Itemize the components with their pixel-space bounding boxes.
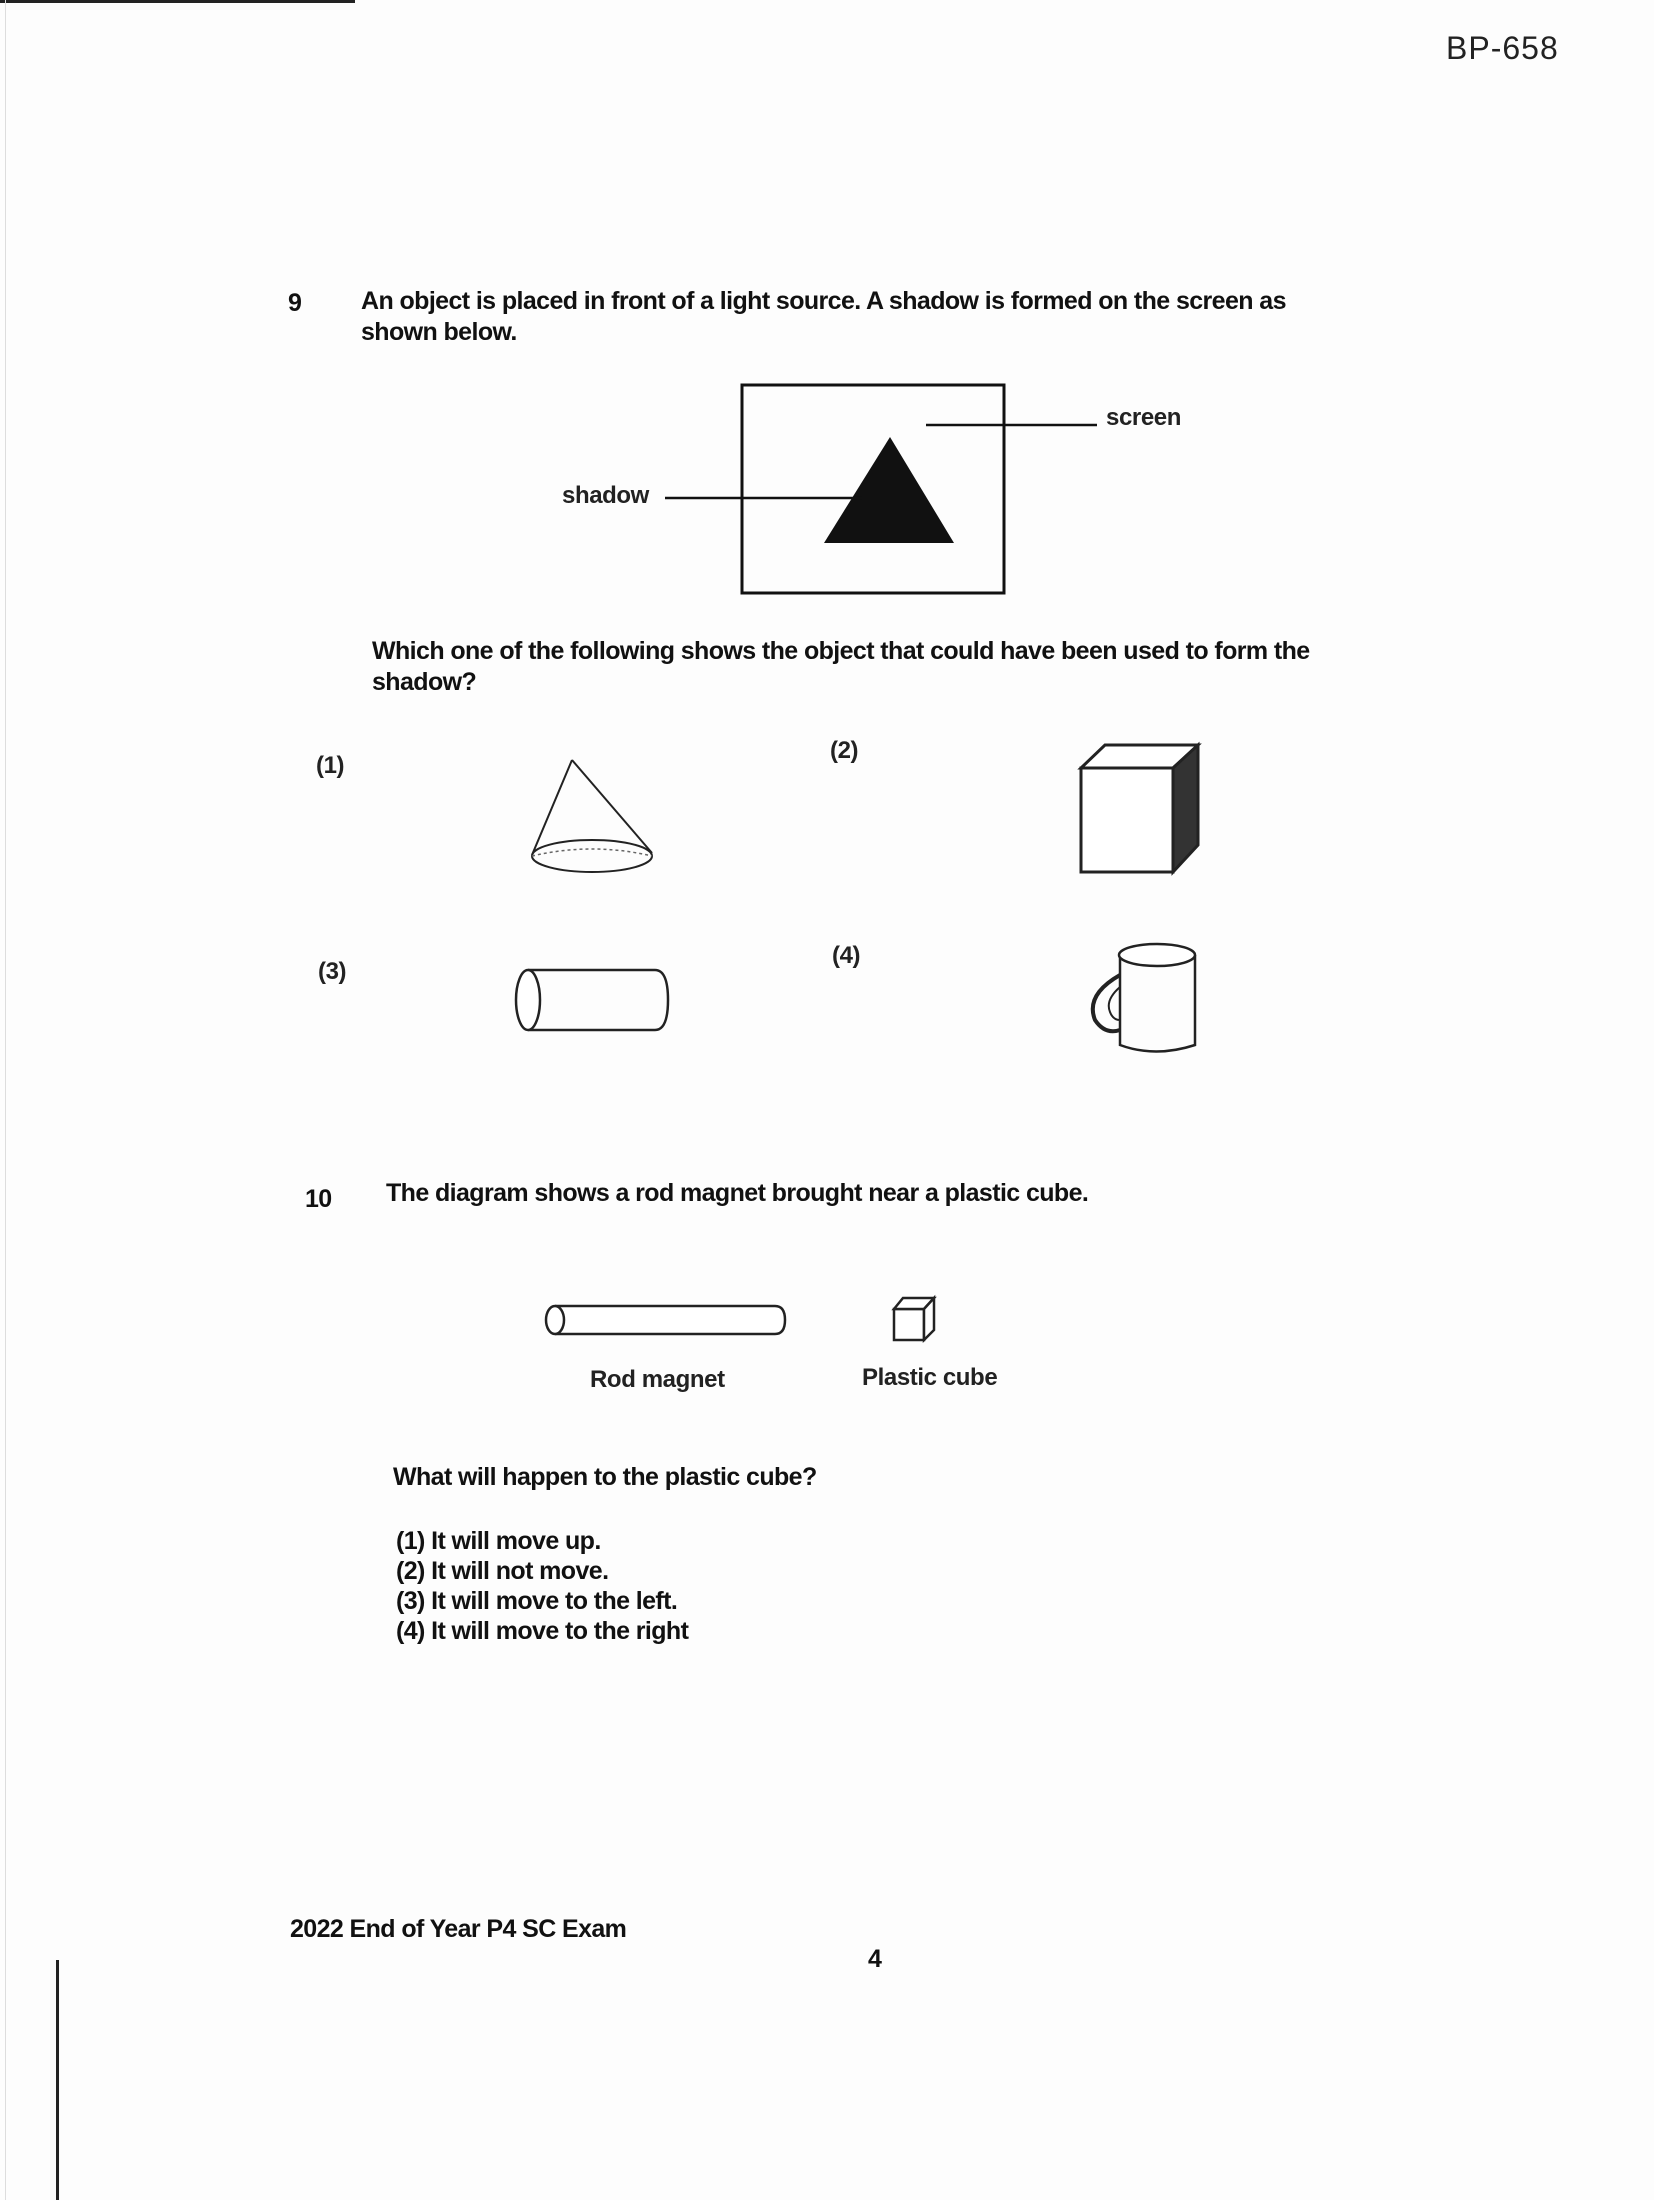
q9-number: 9 (288, 289, 302, 317)
q10-stem: The diagram shows a rod magnet brought near a plastic cube. (386, 1179, 1089, 1207)
mug-icon (1093, 944, 1195, 1052)
q10-number: 10 (305, 1185, 332, 1213)
rod-magnet-label: Rod magnet (590, 1366, 725, 1393)
shadow-label: shadow (562, 482, 649, 509)
q10-option-1[interactable]: (1) It will move up. (396, 1527, 601, 1555)
q10-option-3[interactable]: (3) It will move to the left. (396, 1587, 678, 1615)
footer-exam-title: 2022 End of Year P4 SC Exam (290, 1915, 627, 1943)
plastic-cube-icon (894, 1298, 934, 1340)
cube-icon (1081, 745, 1198, 872)
plastic-cube-label: Plastic cube (862, 1364, 998, 1391)
q10-prompt: What will happen to the plastic cube? (393, 1463, 817, 1491)
rod-magnet-icon (546, 1306, 785, 1334)
screen-label: screen (1106, 404, 1181, 431)
binding-edge (56, 1960, 59, 2200)
left-edge-line (5, 0, 6, 2200)
page-code: BP-658 (1446, 30, 1559, 66)
q10-options (396, 1526, 688, 1646)
q9-option-4-label[interactable]: (4) (832, 942, 861, 969)
q10-option-4[interactable]: (4) It will move to the right (396, 1617, 689, 1645)
cone-icon (532, 760, 652, 872)
q10-option-2[interactable]: (2) It will not move. (396, 1557, 609, 1585)
cylinder-icon (516, 970, 668, 1030)
q9-prompt: Which one of the following shows the object that could have been used to form the shadow? (372, 637, 1310, 696)
page-number: 4 (868, 1945, 882, 1973)
q9-option-3-label[interactable]: (3) (318, 958, 347, 985)
screen-rect (742, 385, 1004, 593)
q9-option-1-label[interactable]: (1) (316, 752, 345, 779)
top-rule (0, 0, 355, 3)
q9-option-2-label[interactable]: (2) (830, 737, 859, 764)
q9-stem: An object is placed in front of a light source. A shadow is formed on the screen as shown below. (361, 287, 1286, 346)
shadow-triangle (824, 437, 954, 543)
